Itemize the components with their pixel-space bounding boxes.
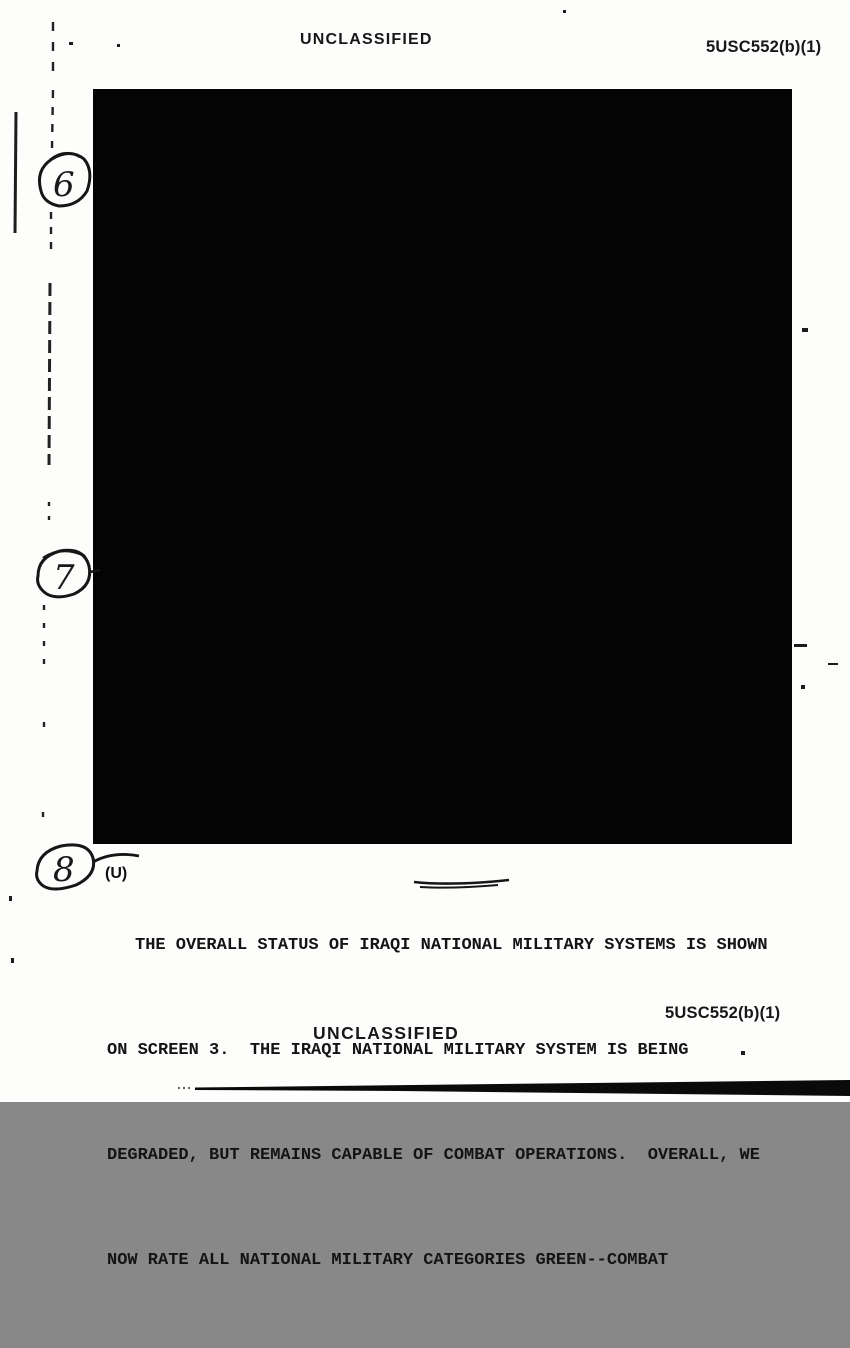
circled-number-6: [39, 153, 89, 206]
classification-banner-top: UNCLASSIFIED: [300, 31, 433, 48]
redacted-block: [93, 89, 792, 844]
line1-underlined-word: NATIONAL: [420, 936, 503, 955]
circle-8-outline: [37, 845, 94, 889]
circled-number-7-label: 7: [53, 558, 75, 598]
circled-number-6-label: 6: [53, 165, 75, 205]
circled-number-7: [38, 550, 100, 598]
unclassified-portion-marker: (U): [105, 865, 128, 882]
paragraph-line-2: ON SCREEN 3. THE IRAQI NATIONAL MILITARY SYSTEM IS BEING: [107, 1041, 689, 1060]
line1-text-post: MILITARY SYSTEMS IS SHOWN: [502, 936, 768, 955]
classification-banner-bottom: UNCLASSIFIED: [313, 1023, 460, 1043]
line1-text-pre: THE OVERALL STATUS OF IRAQI: [135, 936, 421, 955]
margin-vertical-line: [15, 112, 16, 233]
circle-7-double-stroke: [43, 551, 85, 558]
body-paragraph: [107, 858, 807, 1348]
circle-7-outline: [38, 550, 90, 597]
foia-exemption-stamp-bottom: 5USC552(b)(1): [665, 1004, 781, 1022]
circle-6-outline: [39, 154, 89, 207]
margin-dashed-line: [43, 22, 53, 820]
circled-number-8-label: 8: [53, 850, 75, 890]
paragraph-line-4: NOW RATE ALL NATIONAL MILITARY CATEGORIES GREEN--COMBAT: [107, 1251, 669, 1270]
paragraph-line-3: DEGRADED, BUT REMAINS CAPABLE OF COMBAT OPERATIONS. OVERALL, WE: [107, 1146, 760, 1165]
circle-6-double-stroke: [50, 153, 80, 160]
paragraph-line-1: [107, 928, 807, 963]
foia-exemption-stamp-top: 5USC552(b)(1): [706, 38, 822, 56]
